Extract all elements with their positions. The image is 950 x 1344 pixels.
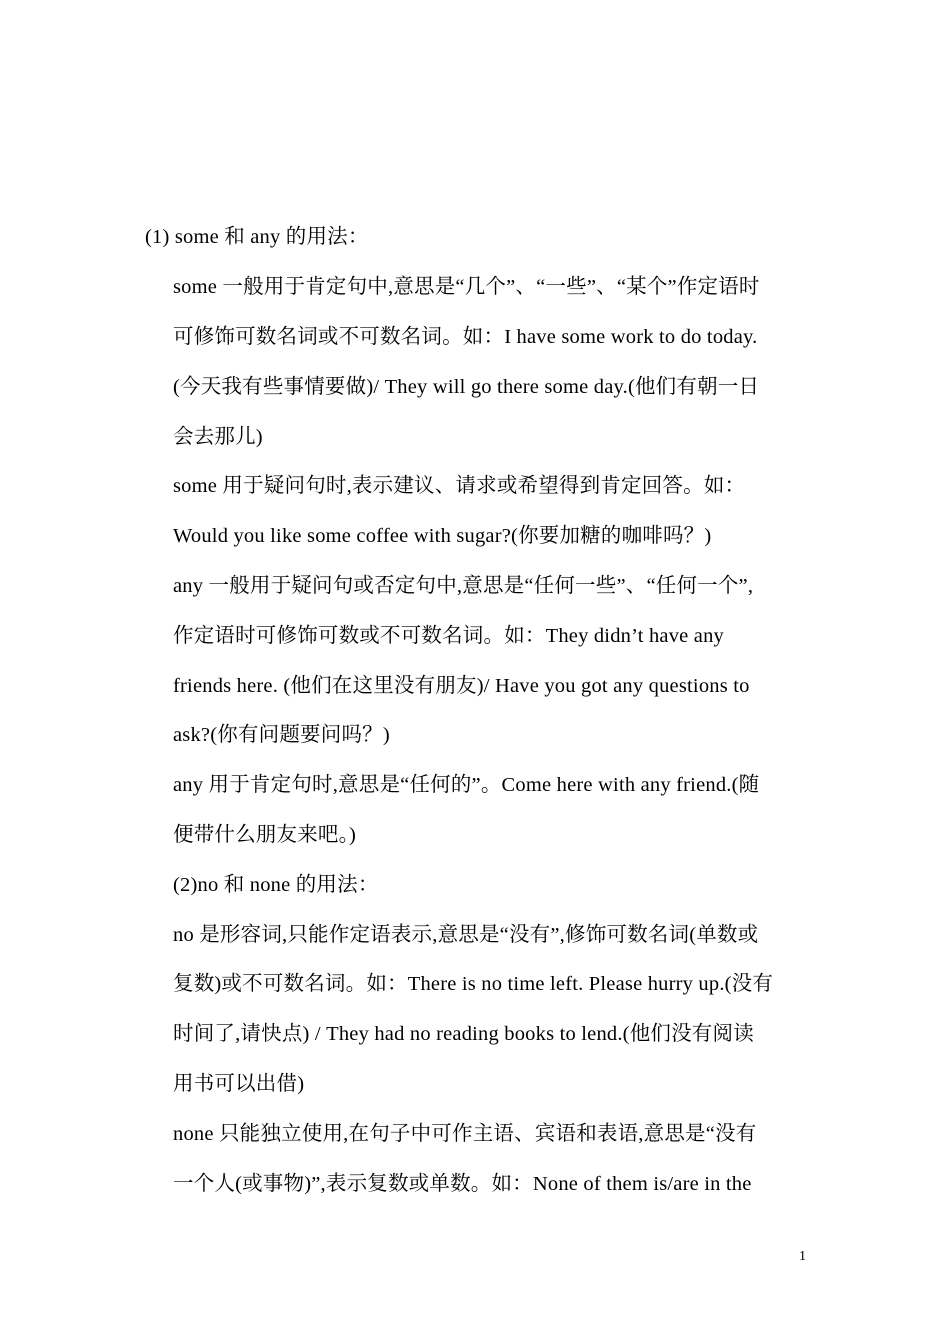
text-line: Would you like some coffee with sugar?(你要加糖的咖啡吗？) xyxy=(173,525,712,547)
section-heading-no-none: (2)no 和 none 的用法： xyxy=(173,874,379,896)
text-line: ask?(你有问题要问吗？) xyxy=(173,724,390,746)
text-line: 复数)或不可数名词。如：There is no time left. Please hurry up.(没有 xyxy=(173,973,774,995)
text-line: some 用于疑问句时,表示建议、请求或希望得到肯定回答。如： xyxy=(173,475,746,497)
text-line: some 一般用于肯定句中,意思是“几个”、“一些”、“某个”作定语时 xyxy=(173,276,760,298)
text-line: 会去那儿) xyxy=(173,426,263,448)
text-line: 时间了,请快点) / They had no reading books to lend.(他们没有阅读 xyxy=(173,1023,754,1045)
text-line: 用书可以出借) xyxy=(173,1073,305,1095)
text-line: 可修饰可数名词或不可数名词。如：I have some work to do today. xyxy=(173,326,758,348)
page-number: 1 xyxy=(799,1249,806,1264)
text-line: (今天我有些事情要做)/ They will go there some day.(他们有朝一日 xyxy=(173,376,760,398)
text-line: friends here. (他们在这里没有朋友)/ Have you got any questions to xyxy=(173,675,750,697)
text-line: 一个人(或事物)”,表示复数或单数。如：None of them is/are in the xyxy=(173,1173,752,1195)
text-line: none 只能独立使用,在句子中可作主语、宾语和表语,意思是“没有 xyxy=(173,1123,757,1145)
text-line: 作定语时可修饰可数或不可数名词。如：They didn’t have any xyxy=(173,625,724,647)
section-heading-some-any: (1) some 和 any 的用法： xyxy=(145,226,369,248)
text-line: no 是形容词,只能作定语表示,意思是“没有”,修饰可数名词(单数或 xyxy=(173,924,759,946)
text-line: any 一般用于疑问句或否定句中,意思是“任何一些”、“任何一个”, xyxy=(173,575,754,597)
text-line: any 用于肯定句时,意思是“任何的”。Come here with any friend.(随 xyxy=(173,774,760,796)
text-line: 便带什么朋友来吧。) xyxy=(173,824,357,846)
